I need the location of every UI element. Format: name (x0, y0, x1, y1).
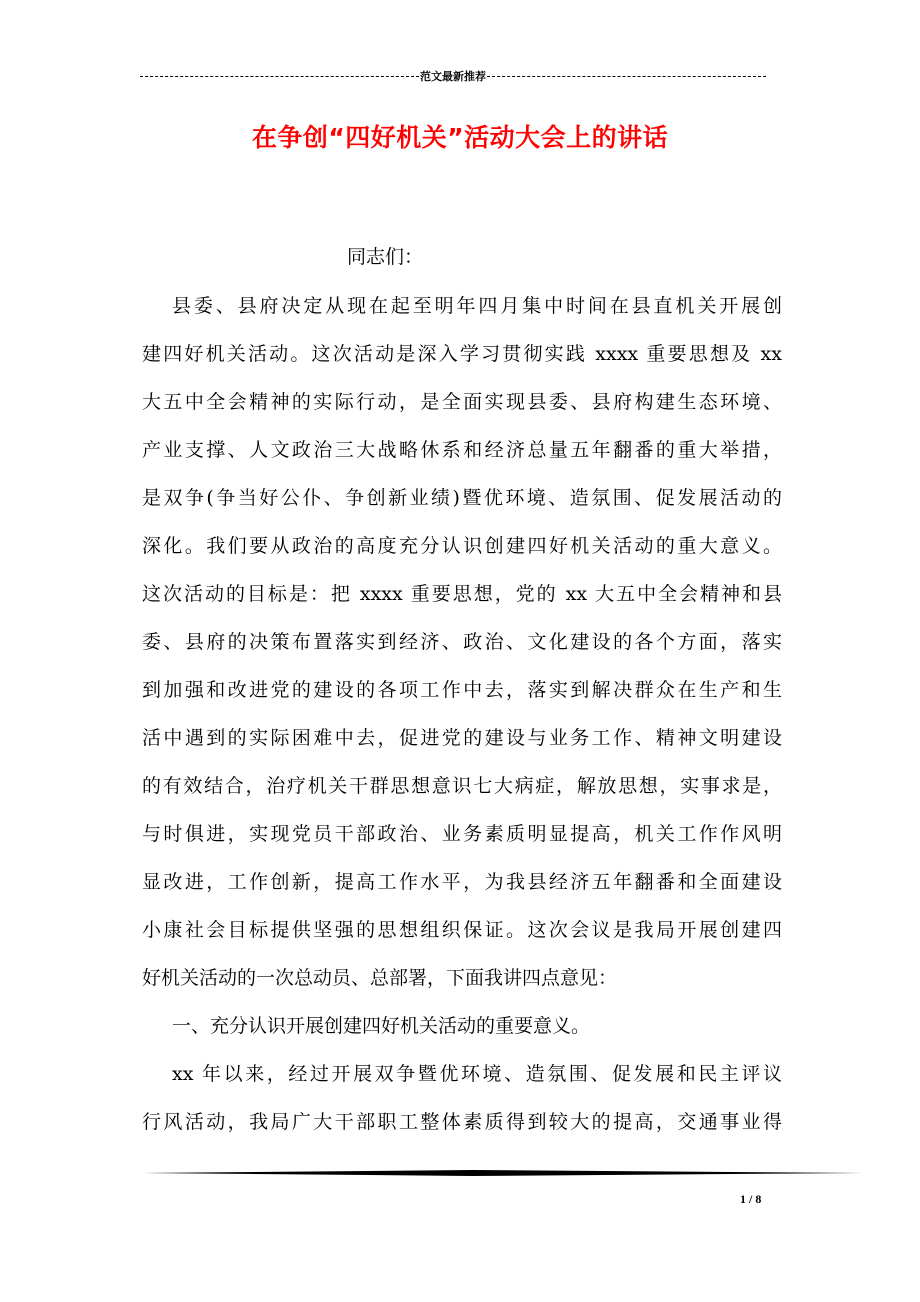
body-line: 大五中全会精神的实际行动，是全面实现县委、县府构建生态环境、 (142, 391, 782, 413)
body-line: 委、县府的决策布置落实到经济、政治、文化建设的各个方面，落实 (142, 631, 782, 653)
header-label: 范文最新推荐 (420, 70, 486, 83)
body-line: 好机关活动的一次总动员、总部署，下面我讲四点意见： (142, 967, 618, 989)
page-number: 1 / 8 (740, 1192, 762, 1206)
header-dash-left (140, 76, 419, 77)
body-line: 的有效结合，治疗机关干群思想意识七大病症，解放思想，实事求是， (142, 775, 782, 797)
body-line: 深化。我们要从政治的高度充分认识创建四好机关活动的重大意义。 (142, 535, 782, 557)
header-dash-right (487, 76, 766, 77)
body-line: 建四好机关活动。这次活动是深入学习贯彻实践 xxxx 重要思想及 xx (142, 343, 782, 365)
section-heading: 一、充分认识开展创建四好机关活动的重要意义。 (172, 1015, 591, 1037)
body-line: 与时俱进，实现党员干部政治、业务素质明显提高，机关工作作风明 (142, 823, 782, 845)
body-line: 行风活动，我局广大干部职工整体素质得到较大的提高，交通事业得 (142, 1111, 782, 1133)
salutation: 同志们： (347, 246, 424, 268)
body-line: 这次活动的目标是：把 xxxx 重要思想，党的 xx 大五中全会精神和县 (142, 583, 782, 605)
page-header (140, 68, 766, 84)
body-line: 产业支撑、人文政治三大战略休系和经济总量五年翻番的重大举措， (142, 439, 782, 461)
body-line: 显改进，工作创新，提高工作水平，为我县经济五年翻番和全面建设 (142, 871, 782, 893)
document-title: 在争创“四好机关”活动大会上的讲话 (251, 123, 669, 152)
body-line: 活中遇到的实际困难中去，促进党的建设与业务工作、精神文明建设 (142, 727, 782, 749)
body-line: xx 年以来，经过开展双争暨优环境、造氛围、促发展和民主评议 (172, 1063, 782, 1085)
footer-rule (142, 1170, 864, 1176)
body-line: 县委、县府决定从现在起至明年四月集中时间在县直机关开展创 (172, 295, 782, 317)
body-line: 小康社会目标提供坚强的思想组织保证。这次会议是我局开展创建四 (142, 919, 782, 941)
body-line: 到加强和改进党的建设的各项工作中去，落实到解决群众在生产和生 (142, 679, 782, 701)
body-line: 是双争(争当好公仆、争创新业绩)暨优环境、造氛围、促发展活动的 (142, 487, 782, 509)
